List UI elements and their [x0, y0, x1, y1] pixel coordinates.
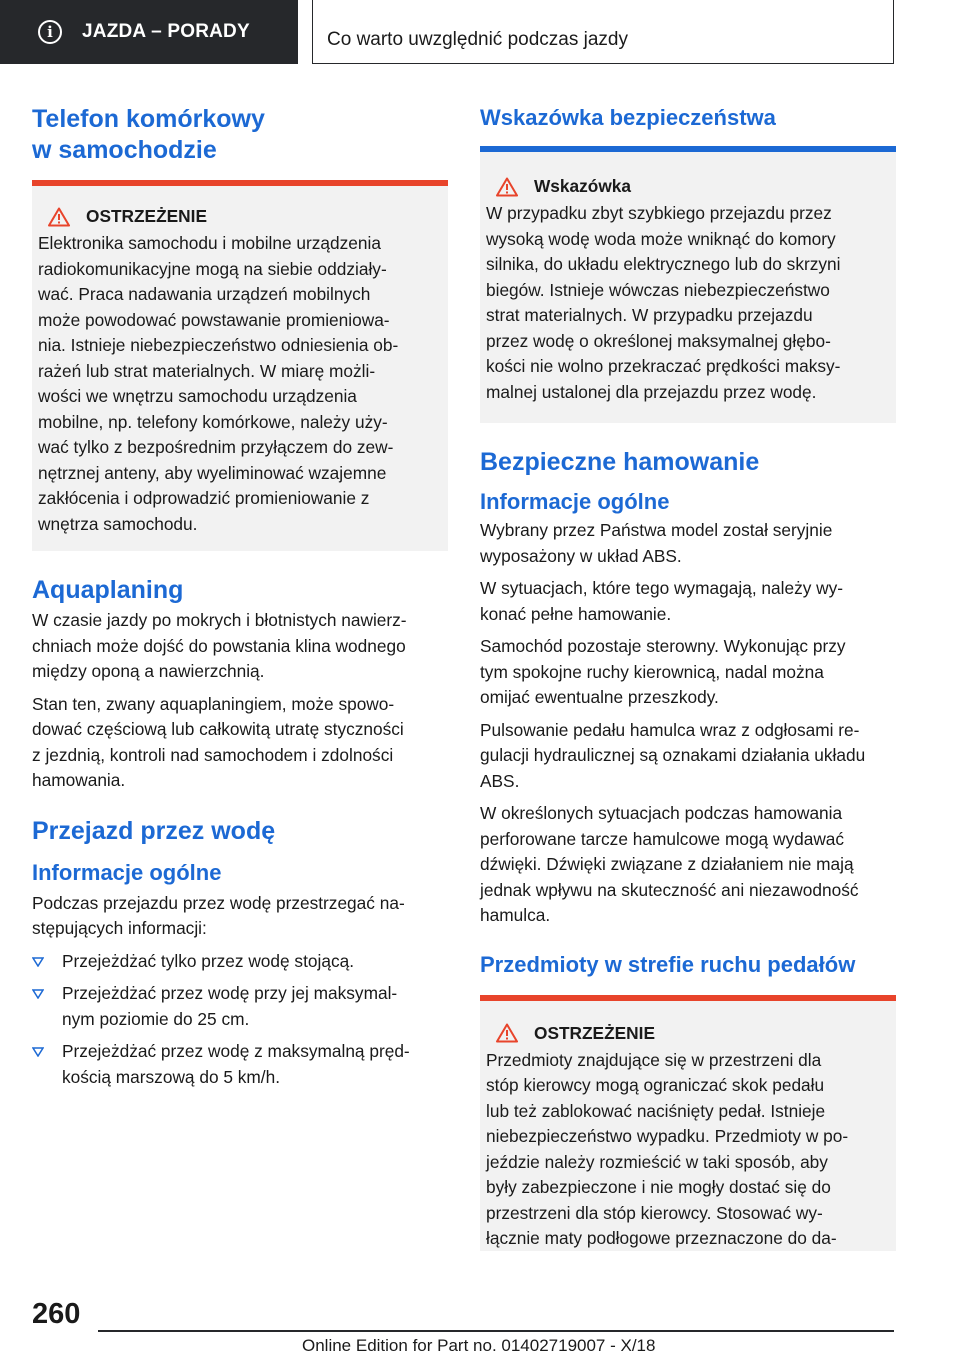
braking-heading: Bezpieczne hamowanie — [480, 448, 760, 476]
topic-title: Co warto uwzględnić podczas jazdy — [327, 29, 628, 50]
list-item: Przejeżdżać przez wodę przy jej maksymal- nym poziomie do 25 cm. — [32, 981, 448, 1032]
water-general-subheading: Informacje ogólne — [32, 859, 222, 885]
warning-box-phone — [32, 180, 448, 551]
phone-heading-line1: Telefon komórkowy — [32, 105, 265, 133]
warning-text: Przedmioty znajdujące się w przestrzeni dla stóp kierowcy mogą ograniczać skok pedału lub też zablokować naciśnięty pedał. Istnieje niebezpieczeństwo wypadku. Przedmioty w po- jeździe należy rozmieścić w taki sposób, aby były zabezpieczone i nie mogły dostać się do przestrzeni dla stóp kierowcy. Stosować wy- łącznie maty podłogowe przeznaczone do da- — [486, 1049, 849, 1248]
aquaplaning-paragraph-1: W czasie jazdy po mokrych i błotnistych nawierz- chniach może dojść do powstania klina wodnego między oponą a nawierzchnią. — [32, 610, 407, 681]
warning-title — [48, 206, 442, 227]
warning-title — [496, 1023, 890, 1044]
pedal-objects-heading: Przedmioty w strefie ruchu pedałów — [480, 951, 856, 977]
note-triangle-icon — [496, 177, 518, 197]
section-tab — [0, 0, 298, 64]
braking-general-subheading: Informacje ogólne — [480, 489, 670, 514]
phone-heading-line2: w samochodzie — [32, 136, 217, 164]
braking-paragraph-1: Wybrany przez Państwa model został seryjnie wyposażony w układ ABS. — [480, 520, 833, 566]
info-icon: i — [38, 20, 62, 44]
braking-paragraph-4: Pulsowanie pedału hamulca wraz z odgłosami re- gulacji hydraulicznej są oznakami działania układu ABS. — [480, 719, 866, 791]
footer-divider — [98, 1330, 894, 1332]
list-item: Przejeżdżać tylko przez wodę stojącą. — [32, 949, 448, 975]
bullet-triangle-icon — [32, 1047, 44, 1057]
warning-box-pedals — [480, 995, 896, 1251]
warning-text: Elektronika samochodu i mobilne urządzenia radiokomunikacyjne mogą na siebie oddziały- wać. Praca nadawania urządzeń mobilnych może powodować powstawanie promieniowa- nia. Istnieje niebezpieczeństwo odniesienia ob- rażeń lub strat materialnych. W miarę możli- wości we wnętrzu samochodu urządzenia mobilne, np. telefony komórkowe, należy uży- wać tylko z bezpośrednim przyłączem do zew- nętrznej anteny, aby wyeliminować wzajemne zakłócenia i odprowadzić promieniowanie z wnętrza samochodu. — [38, 233, 399, 534]
aquaplaning-heading: Aquaplaning — [32, 576, 184, 604]
bullet-triangle-icon — [32, 989, 44, 999]
note-box-water — [480, 146, 896, 423]
note-text: W przypadku zbyt szybkiego przejazdu przez wysoką wodę woda może wniknąć do komory silnika, do układu elektrycznego lub do skrzyni biegów. Istnieje wówczas niebezpieczeństwo strat materialnych. W przypadku przejazdu przez wodę o określonej maksymalnej głębo- kości nie wolno przekraczać prędkości maksy- malnej ustalonej dla przejazdu przez wodę. — [486, 203, 841, 402]
left-column — [32, 100, 448, 1090]
warning-label: OSTRZEŻENIE — [86, 206, 207, 226]
note-title — [496, 176, 890, 197]
warning-triangle-icon — [496, 1023, 518, 1043]
list-item: Przejeżdżać przez wodę z maksymalną pręd- kością marszową do 5 km/h. — [32, 1039, 448, 1090]
braking-paragraph-5: W określonych sytuacjach podczas hamowania perforowane tarcze hamulcowe mogą wydawać dźwięki. Dźwięki związane z działaniem nie mają jednak wpływu na skuteczność ani niezawodność hamulca. — [480, 803, 859, 925]
page-number: 260 — [32, 1298, 81, 1330]
edition-note: Online Edition for Part no. 01402719007 - X/18 — [302, 1336, 656, 1355]
aquaplaning-paragraph-2: Stan ten, zwany aquaplaningiem, może spowo- dować częściową lub całkowitą utratę styczności z jezdnią, kontroli nad samochodem i zdolności hamowania. — [32, 693, 404, 790]
page-header — [0, 0, 960, 66]
safety-heading: Wskazówka bezpieczeństwa — [480, 105, 776, 130]
topic-tab — [312, 0, 894, 64]
right-column — [480, 100, 896, 1251]
warning-triangle-icon — [48, 207, 70, 227]
warning-label: OSTRZEŻENIE — [534, 1022, 655, 1043]
section-title: JAZDA – PORADY — [82, 21, 250, 42]
phone-heading — [32, 104, 448, 166]
bullet-triangle-icon — [32, 957, 44, 967]
braking-paragraph-3: Samochód pozostaje sterowny. Wykonując przy tym spokojne ruchy kierownicą, nadal można omijać ewentualne przeszkody. — [480, 636, 846, 707]
water-crossing-heading: Przejazd przez wodę — [32, 816, 276, 845]
braking-paragraph-2: W sytuacjach, które tego wymagają, należy wy- konać pełne hamowanie. — [480, 578, 844, 624]
note-label: Wskazówka — [534, 176, 632, 196]
water-rules-list — [32, 949, 448, 1091]
water-intro: Podczas przejazdu przez wodę przestrzegać na- stępujących informacji: — [32, 892, 405, 938]
